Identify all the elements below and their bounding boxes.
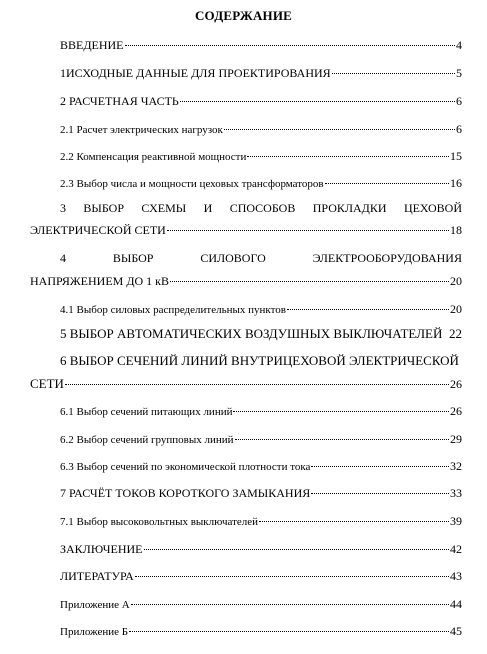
toc-entry-section-4-line-2[interactable] — [30, 274, 462, 289]
toc-entry-section-6-2[interactable] — [60, 432, 462, 447]
toc-page-number: 39 — [450, 514, 462, 528]
toc-entry-section-6-line-1[interactable] — [60, 353, 462, 369]
toc-word: ВЫБОР — [112, 251, 154, 265]
toc-entry-conclusion[interactable] — [60, 542, 462, 557]
toc-word: ВЫБОР — [83, 201, 125, 215]
dot-leader — [144, 549, 450, 550]
dot-leader — [170, 281, 449, 282]
toc-entry-text: ЭЛЕКТРИЧЕСКОЙ СЕТИ — [30, 223, 166, 237]
toc-entry-section-2-1[interactable] — [60, 122, 462, 137]
toc-entry-references[interactable] — [60, 569, 462, 584]
dot-leader — [259, 521, 449, 522]
toc-page-number: 26 — [450, 377, 462, 391]
toc-entry-section-6-3[interactable] — [60, 459, 462, 474]
toc-entry-text: НАПРЯЖЕНИЕМ ДО 1 кВ — [30, 274, 170, 288]
toc-entry-text: 2.1 Расчет электрических нагрузок — [60, 124, 223, 136]
toc-entry-text: 5 ВЫБОР АВТОМАТИЧЕСКИХ ВОЗДУШНЫХ ВЫКЛЮЧАТЕЛЕЙ — [60, 326, 443, 341]
toc-entry-section-7-1[interactable] — [60, 514, 462, 529]
toc-entry-text: ВВЕДЕНИЕ — [60, 38, 124, 52]
toc-word: И — [203, 201, 213, 215]
dot-leader — [325, 183, 449, 184]
toc-entry-section-6-1[interactable] — [60, 404, 462, 419]
toc-entry-text: Приложение Б — [60, 626, 129, 638]
toc-page-number: 29 — [450, 432, 462, 446]
toc-page-number: 45 — [450, 624, 462, 638]
toc-page-number: 6 — [456, 122, 462, 136]
toc-entry-text: 2.3 Выбор числа и мощности цеховых трансформаторов — [60, 178, 324, 190]
page-title: СОДЕРЖАНИЕ — [194, 8, 293, 23]
dot-leader — [235, 439, 449, 440]
toc-entry-text: СЕТИ — [30, 376, 64, 391]
toc-word: ЦЕХОВОЙ — [403, 201, 462, 215]
toc-page-number: 42 — [450, 542, 462, 556]
toc-page-number: 5 — [456, 66, 462, 80]
toc-entry-section-3-line-2[interactable] — [30, 223, 462, 238]
dot-leader — [311, 466, 449, 467]
toc-entry-text: 7.1 Выбор высоковольтных выключателей — [60, 516, 259, 528]
toc-page-number: 32 — [450, 459, 462, 473]
toc-page-number: 6 — [456, 94, 462, 108]
toc-entry-text: 2 РАСЧЕТНАЯ ЧАСТЬ — [60, 94, 179, 108]
toc-page-number: 26 — [450, 404, 462, 418]
toc-entry-text: 1ИСХОДНЫЕ ДАННЫЕ ДЛЯ ПРОЕКТИРОВАНИЯ — [60, 66, 331, 80]
toc-entry-section-4-1[interactable] — [60, 302, 462, 317]
toc-page-number: 4 — [456, 38, 462, 52]
toc-page-number: 33 — [450, 486, 462, 500]
dot-leader — [131, 604, 449, 605]
dot-leader — [247, 156, 449, 157]
toc-entry-text: ЛИТЕРАТУРА — [60, 569, 134, 583]
toc-entry-section-2-3[interactable] — [60, 176, 462, 191]
toc-entry-introduction[interactable] — [60, 38, 462, 53]
toc-entry-text: ЗАКЛЮЧЕНИЕ — [60, 542, 143, 556]
toc-entry-section-5[interactable] — [60, 326, 462, 342]
toc-entry-section-4-line-1[interactable] — [60, 251, 462, 266]
toc-entry-text: 6.3 Выбор сечений по экономической плотности тока — [60, 461, 311, 473]
toc-word: 3 — [60, 201, 66, 215]
toc-entry-section-1[interactable] — [60, 66, 462, 81]
toc-word: 4 — [60, 251, 66, 265]
toc-entry-section-3-line-1[interactable] — [60, 201, 462, 216]
toc-entry-text: 7 РАСЧЁТ ТОКОВ КОРОТКОГО ЗАМЫКАНИЯ — [60, 486, 311, 500]
toc-entry-text: 6.1 Выбор сечений питающих линий — [60, 406, 233, 418]
toc-word: ЭЛЕКТРООБОРУДОВАНИЯ — [312, 251, 462, 265]
toc-entry-appendix-a[interactable] — [60, 597, 462, 612]
dot-leader — [224, 129, 455, 130]
dot-leader — [167, 230, 449, 231]
dot-leader — [233, 411, 449, 412]
dot-leader — [311, 493, 449, 494]
toc-page-number: 18 — [450, 223, 462, 237]
toc-entry-text: 4.1 Выбор силовых распределительных пунктов — [60, 304, 286, 316]
toc-entry-section-6-line-2[interactable] — [30, 376, 462, 392]
dot-leader — [129, 631, 449, 632]
toc-entry-text: 2.2 Компенсация реактивной мощности — [60, 151, 247, 163]
toc-page-number: 20 — [450, 274, 462, 288]
toc-entry-text: 6 ВЫБОР СЕЧЕНИЙ ЛИНИЙ ВНУТРИЦЕХОВОЙ ЭЛЕКТРИЧЕСКОЙ — [60, 353, 459, 368]
toc-entry-text: Приложение А — [60, 599, 130, 611]
toc-entry-section-2[interactable] — [60, 94, 462, 109]
toc-word: СХЕМЫ — [141, 201, 187, 215]
toc-page-number: 20 — [450, 302, 462, 316]
toc-page-number: 22 — [449, 326, 462, 341]
toc-entry-section-7[interactable] — [60, 486, 462, 501]
toc-word: СПОСОБОВ — [229, 201, 296, 215]
dot-leader — [180, 101, 455, 102]
dot-leader — [332, 73, 455, 74]
dot-leader — [65, 384, 449, 385]
dot-leader — [125, 45, 455, 46]
toc-page-number: 44 — [450, 597, 462, 611]
toc-entry-section-2-2[interactable] — [60, 149, 462, 164]
dot-leader — [287, 309, 449, 310]
toc-page-number: 15 — [450, 149, 462, 163]
toc-entry-appendix-b[interactable] — [60, 624, 462, 639]
toc-word: СИЛОВОГО — [200, 251, 266, 265]
toc-page-number: 43 — [450, 569, 462, 583]
toc-entry-text: 6.2 Выбор сечений групповых линий — [60, 434, 234, 446]
toc-page-number: 16 — [450, 176, 462, 190]
toc-word: ПРОКЛАДКИ — [312, 201, 387, 215]
dot-leader — [135, 576, 449, 577]
